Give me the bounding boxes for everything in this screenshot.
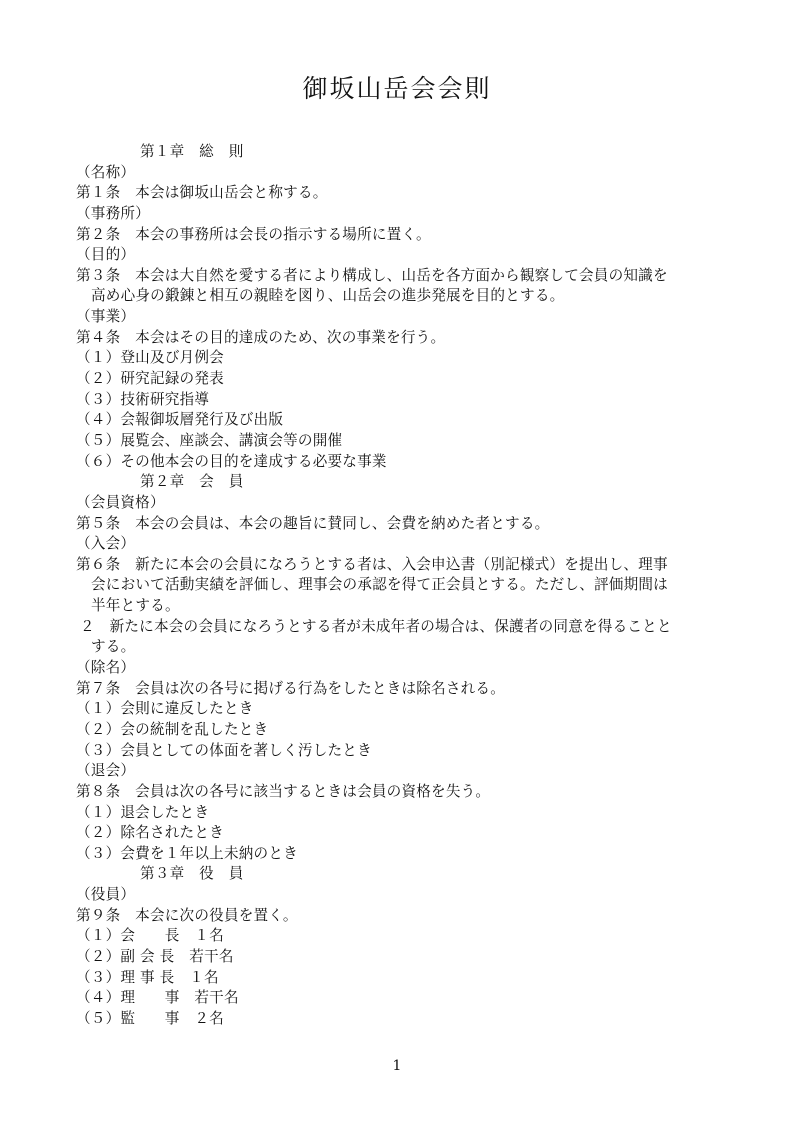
text-line: （３）理 事 長 １名 <box>76 968 219 986</box>
text-line: ２ 新たに本会の会員になろうとする者が未成年者の場合は、保護者の同意を得ることと <box>80 617 672 635</box>
text-line: （１）登山及び月例会 <box>76 349 224 367</box>
text-line: （１）退会したとき <box>76 803 210 821</box>
text-line: 会において活動実績を評価し、理事会の承認を得て正会員とする。ただし、評価期間は <box>91 576 668 594</box>
text-line: （目的） <box>76 246 136 264</box>
text-line: （４）会報御坂層発行及び出版 <box>76 411 284 429</box>
text-line: する。 <box>91 638 136 656</box>
text-line: （名称） <box>76 163 136 181</box>
document-body <box>76 142 726 1030</box>
text-line: （２）副 会 長 若干名 <box>76 947 234 965</box>
text-line: （２）研究記録の発表 <box>76 370 224 388</box>
text-line: （会員資格） <box>76 493 165 511</box>
text-line: 第９条 本会に次の役員を置く。 <box>76 906 298 924</box>
text-line: （２）除名されたとき <box>76 824 224 842</box>
text-line: （５）監 事 ２名 <box>76 1009 224 1027</box>
text-line: （退会） <box>76 762 136 780</box>
text-line: 第７条 会員は次の各号に掲げる行為をしたときは除名される。 <box>76 679 506 697</box>
text-line: （事業） <box>76 308 136 326</box>
text-line: 第６条 新たに本会の会員になろうとする者は、入会申込書（別記様式）を提出し、理事 <box>76 555 668 573</box>
text-line: （３）会費を１年以上未納のとき <box>76 844 298 862</box>
text-line: 第５条 本会の会員は、本会の趣旨に賛同し、会費を納めた者とする。 <box>76 514 550 532</box>
text-line: （役員） <box>76 886 136 904</box>
text-line: 第１条 本会は御坂山岳会と称する。 <box>76 184 328 202</box>
text-line: 第４条 本会はその目的達成のため、次の事業を行う。 <box>76 328 446 346</box>
text-line: （入会） <box>76 535 136 553</box>
text-line: （６）その他本会の目的を達成する必要な事業 <box>76 452 387 470</box>
text-line: （１）会 長 １名 <box>76 927 224 945</box>
chapter-heading: 第１章 総 則 <box>140 143 244 160</box>
text-line: 高め心身の鍛錬と相互の親睦を図り、山岳会の進歩発展を目的とする。 <box>91 287 565 305</box>
text-line: （５）展覧会、座談会、講演会等の開催 <box>76 431 343 449</box>
text-line: 第２条 本会の事務所は会長の指示する場所に置く。 <box>76 225 431 243</box>
text-line: （２）会の統制を乱したとき <box>76 720 269 738</box>
text-line: （事務所） <box>76 204 150 222</box>
page-number: 1 <box>392 1058 402 1074</box>
text-line: （除名） <box>76 659 136 677</box>
text-line: 第３条 本会は大自然を愛する者により構成し、山岳を各方面から観察して会員の知識を <box>76 266 668 284</box>
text-line: 第８条 会員は次の各号に該当するときは会員の資格を失う。 <box>76 782 491 800</box>
text-line: （１）会則に違反したとき <box>76 700 254 718</box>
document-title: 御坂山岳会会則 <box>302 74 492 103</box>
chapter-heading: 第２章 会 員 <box>140 473 244 491</box>
text-line: 半年とする。 <box>91 597 180 615</box>
text-line: （４）理 事 若干名 <box>76 989 239 1007</box>
text-line: （３）会員としての体面を著しく汚したとき <box>76 741 372 759</box>
text-line: （３）技術研究指導 <box>76 390 210 408</box>
chapter-heading: 第３章 役 員 <box>140 865 244 883</box>
